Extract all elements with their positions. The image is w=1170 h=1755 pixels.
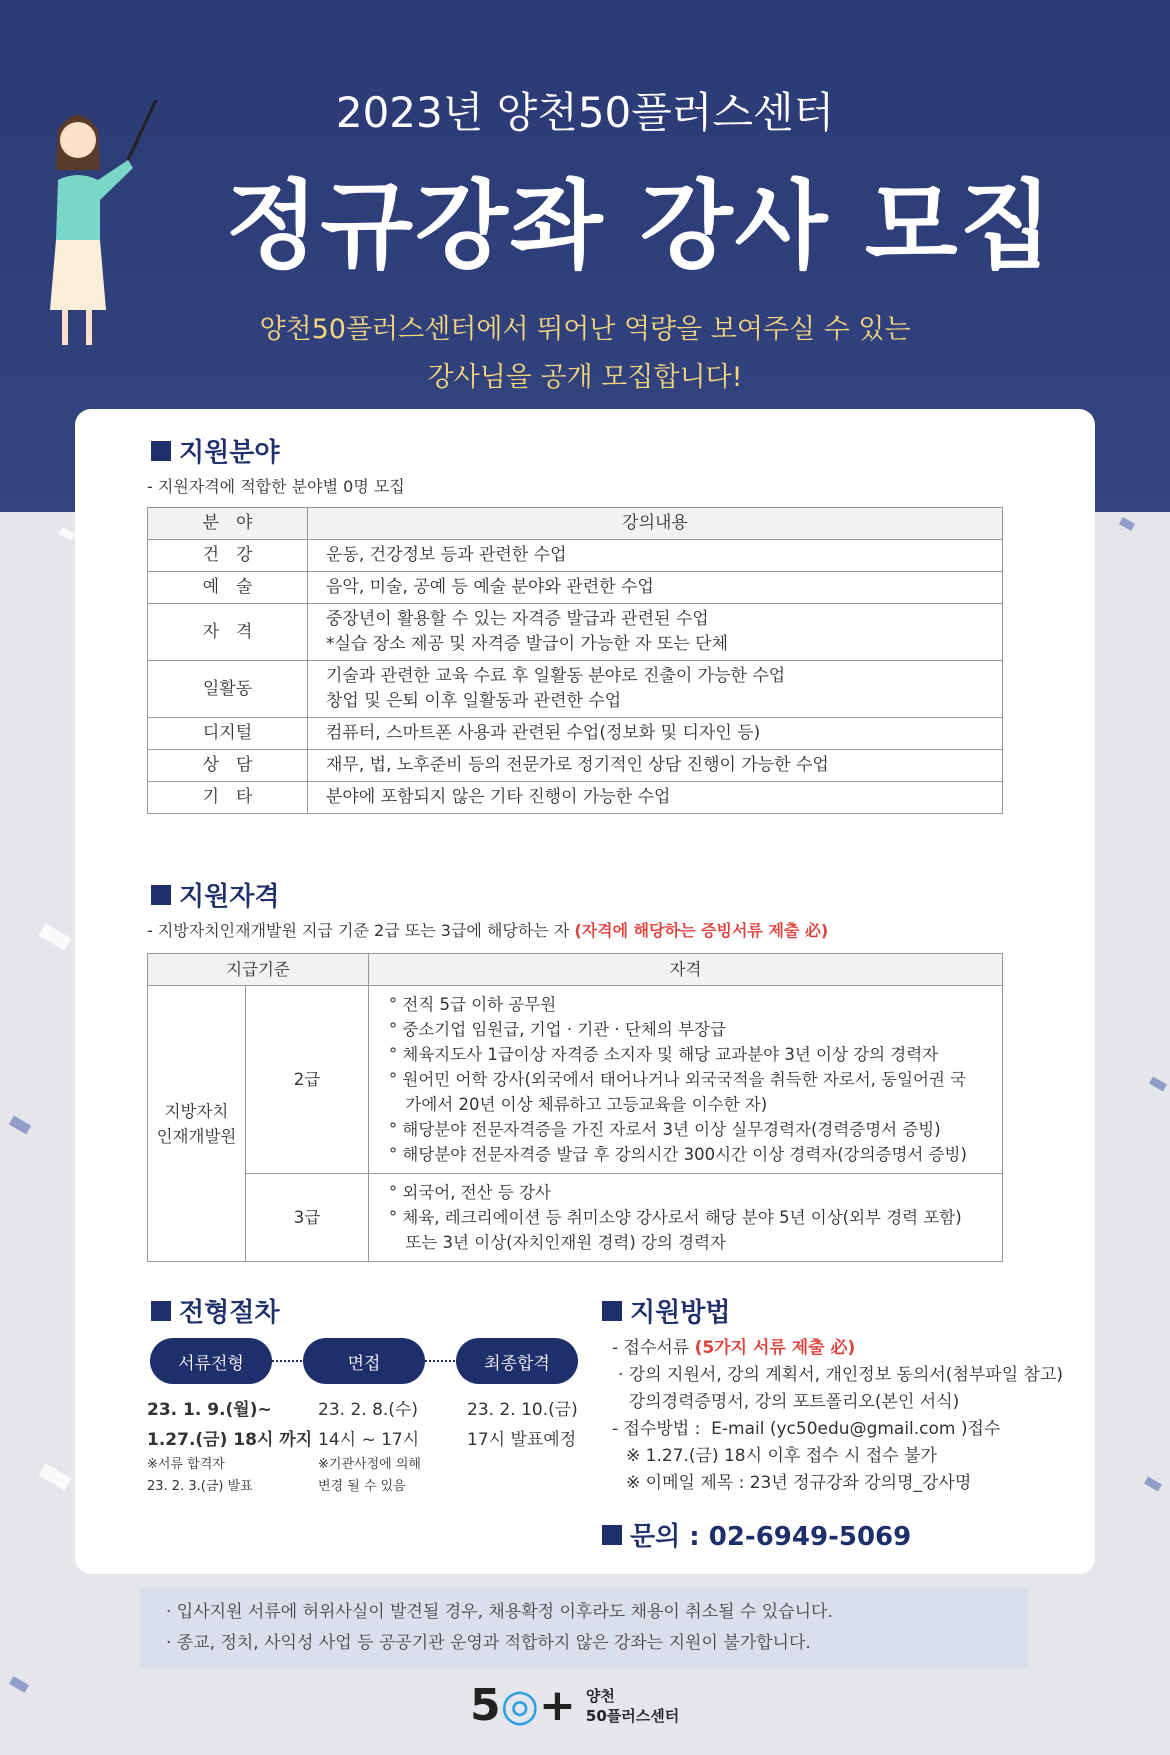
apply-note: ※ 이메일 제목 : 23년 정규강좌 강의명_강사명 (626, 1473, 972, 1493)
field-name: 디지털 (148, 718, 308, 750)
qualification-item: 가에서 20년 이상 체류하고 고등교육을 이수한 자) (388, 1095, 768, 1114)
qual-table (147, 953, 1003, 1262)
confetti (9, 1116, 31, 1135)
field-content (308, 661, 1003, 718)
content-line: 컴퓨터, 스마트폰 사용과 관련된 수업(정보화 및 디자인 등) (326, 723, 761, 743)
heading-text: 지원방법 (630, 1298, 731, 1328)
qual-desc (147, 918, 828, 941)
table-row (148, 718, 1003, 750)
step-dates (467, 1395, 578, 1455)
date: 23. 2. 10.(금) (467, 1400, 578, 1420)
confetti (1144, 1477, 1162, 1492)
grade-cell: 2급 (246, 986, 369, 1174)
section-heading-qual (151, 876, 279, 913)
square-bullet-icon (602, 1301, 622, 1321)
page-title: 정규강좌 강사 모집 (225, 170, 1055, 282)
col-header: 지급기준 (148, 954, 369, 986)
date: 14시 ~ 17시 (318, 1430, 420, 1450)
notice-box (140, 1587, 1028, 1669)
contact-phone: 문의 : 02-6949-5069 (630, 1522, 912, 1552)
subtitle-line: 양천50플러스센터에서 뛰어난 역량을 보여주실 수 있는 (259, 314, 911, 345)
section-heading-process (151, 1292, 279, 1329)
confetti (9, 1676, 29, 1693)
apply-method: - 접수방법 : E-mail (yc50edu@gmail.com )접수 (612, 1419, 1001, 1439)
section-heading-field (151, 432, 279, 469)
step-note (318, 1454, 421, 1498)
qual-desc-required: (자격에 해당하는 증빙서류 제출 必) (574, 921, 829, 940)
content-line: 기술과 관련한 교육 수료 후 일활동 분야로 진출이 가능한 수업 (326, 666, 786, 686)
content-line: 창업 및 은퇴 이후 일활동과 관련한 수업 (326, 691, 622, 711)
section-heading-apply (602, 1292, 730, 1329)
col-header: 자격 (368, 954, 1002, 986)
content-line: 운동, 건강정보 등과 관련한 수업 (326, 545, 567, 565)
dotted-connector (272, 1360, 306, 1362)
logo-text: 50플러스센터 (585, 1706, 680, 1725)
date: 1.27.(금) 18시 까지 (147, 1430, 313, 1450)
field-name: 기 타 (148, 782, 308, 814)
qualification-item: ° 전직 5급 이하 공무원 (388, 995, 557, 1014)
note: 23. 2. 3.(금) 발표 (147, 1479, 253, 1494)
docs-list: 강의경력증명서, 강의 포트폴리오(본인 서식) (618, 1392, 960, 1412)
confetti (1119, 517, 1135, 531)
field-name: 예 술 (148, 572, 308, 604)
step-pill: 면접 (303, 1338, 425, 1384)
apply-note: ※ 1.27.(금) 18시 이후 접수 시 접수 불가 (626, 1446, 937, 1466)
contact (602, 1516, 911, 1553)
note: ※서류 합격자 (147, 1457, 225, 1472)
subtitle (0, 306, 1170, 402)
field-content (308, 604, 1003, 661)
table-row (148, 782, 1003, 814)
heading-text: 지원분야 (179, 438, 280, 468)
table-row (148, 750, 1003, 782)
note: 변경 될 수 있음 (318, 1479, 406, 1494)
date: 23. 1. 9.(월)~ (147, 1400, 272, 1420)
notice-line: · 입사지원 서류에 허위사실이 발견될 경우, 채용확정 이후라도 채용이 취소될 수 있습니다. (166, 1602, 833, 1622)
qualification-item: ° 체육지도사 1급이상 자격증 소지자 및 해당 교과분야 3년 이상 강의 경력자 (388, 1045, 939, 1064)
field-name: 상 담 (148, 750, 308, 782)
col-header: 강의내용 (308, 508, 1003, 540)
square-bullet-icon (602, 1525, 622, 1545)
qualification-item: ° 해당분야 전문자격증 발급 후 강의시간 300시간 이상 경력자(강의증명서 증빙) (388, 1145, 967, 1164)
grade2-qualifications (368, 986, 1002, 1174)
heading-text: 전형절차 (179, 1298, 280, 1328)
docs-required: (5가지 서류 제출 必) (694, 1338, 856, 1358)
square-bullet-icon (151, 885, 171, 905)
grade3-qualifications (368, 1174, 1002, 1262)
field-desc: - 지원자격에 적합한 분야별 0명 모집 (147, 477, 405, 496)
square-bullet-icon (151, 441, 171, 461)
table-row (148, 604, 1003, 661)
content-line: *실습 장소 제공 및 자격증 발급이 가능한 자 또는 단체 (326, 634, 728, 654)
docs-list: · 강의 지원서, 강의 계획서, 개인정보 동의서(첨부파일 참고) (618, 1365, 1064, 1385)
table-row (148, 572, 1003, 604)
teacher-illustration-icon (38, 100, 158, 350)
field-content (308, 718, 1003, 750)
step-note (147, 1454, 253, 1498)
date: 23. 2. 8.(수) (318, 1400, 418, 1420)
qual-desc-text: - 지방자치인재개발원 지급 기준 2급 또는 3급에 해당하는 자 (147, 921, 575, 940)
confetti (39, 1463, 72, 1490)
logo-text: 양천 (585, 1686, 615, 1705)
grade-cell: 3급 (246, 1174, 369, 1262)
content-line: 음악, 미술, 공예 등 예술 분야와 관련한 수업 (326, 577, 654, 597)
square-bullet-icon (151, 1301, 171, 1321)
note: ※기관사정에 의해 (318, 1457, 421, 1472)
heading-text: 지원자격 (179, 882, 280, 912)
notice-line: · 종교, 정치, 사익성 사업 등 공공기관 운영과 적합하지 않은 강좌는 지원이 불가합니다. (166, 1633, 811, 1653)
step-dates (147, 1395, 312, 1455)
confetti (59, 527, 75, 541)
qualification-item: ° 외국어, 전산 등 강사 (388, 1183, 551, 1202)
center-logo (470, 1680, 679, 1731)
table-row (148, 661, 1003, 718)
content-line: 재무, 법, 노후준비 등의 전문가로 정기적인 상담 진행이 가능한 수업 (326, 755, 829, 775)
confetti (1149, 1077, 1167, 1092)
apply-details (612, 1335, 1063, 1497)
field-name: 일활동 (148, 661, 308, 718)
field-content (308, 540, 1003, 572)
qualification-item: ° 해당분야 전문자격증을 가진 자로서 3년 이상 실무경력자(경력증명서 증빙) (388, 1120, 941, 1139)
table-row (148, 540, 1003, 572)
field-content (308, 782, 1003, 814)
qualification-item: 또는 3년 이상(자치인재원 경력) 강의 경력자 (388, 1233, 726, 1252)
qualification-item: ° 원어민 어학 강사(외국에서 태어나거나 외국국적을 취득한 자로서, 동일어권 국 (388, 1070, 967, 1089)
org-cell: 지방자치 인재개발원 (148, 986, 246, 1262)
content-line: 중장년이 활용할 수 있는 자격증 발급과 관련된 수업 (326, 609, 709, 629)
date: 17시 발표예정 (467, 1430, 577, 1450)
field-content (308, 572, 1003, 604)
confetti (39, 923, 72, 950)
step-dates (318, 1395, 419, 1455)
field-content (308, 750, 1003, 782)
field-table (147, 507, 1003, 814)
qualification-item: ° 체육, 레크리에이션 등 취미소양 강사로서 해당 분야 5년 이상(외부 경력 포함) (388, 1208, 962, 1227)
subtitle-line: 강사님을 공개 모집합니다! (427, 362, 743, 393)
docs-label: - 접수서류 (612, 1338, 695, 1358)
col-header: 분 야 (148, 508, 308, 540)
step-pill: 최종합격 (456, 1338, 578, 1384)
dotted-connector (425, 1360, 459, 1362)
qualification-item: ° 중소기업 임원급, 기업 · 기관 · 단체의 부장급 (388, 1020, 726, 1039)
year-line: 2023년 양천50플러스센터 (335, 88, 835, 137)
step-pill: 서류전형 (150, 1338, 272, 1384)
field-name: 자 격 (148, 604, 308, 661)
field-name: 건 강 (148, 540, 308, 572)
logo-mark: 5◎+ (470, 1680, 576, 1731)
content-line: 분야에 포함되지 않은 기타 진행이 가능한 수업 (326, 787, 671, 807)
